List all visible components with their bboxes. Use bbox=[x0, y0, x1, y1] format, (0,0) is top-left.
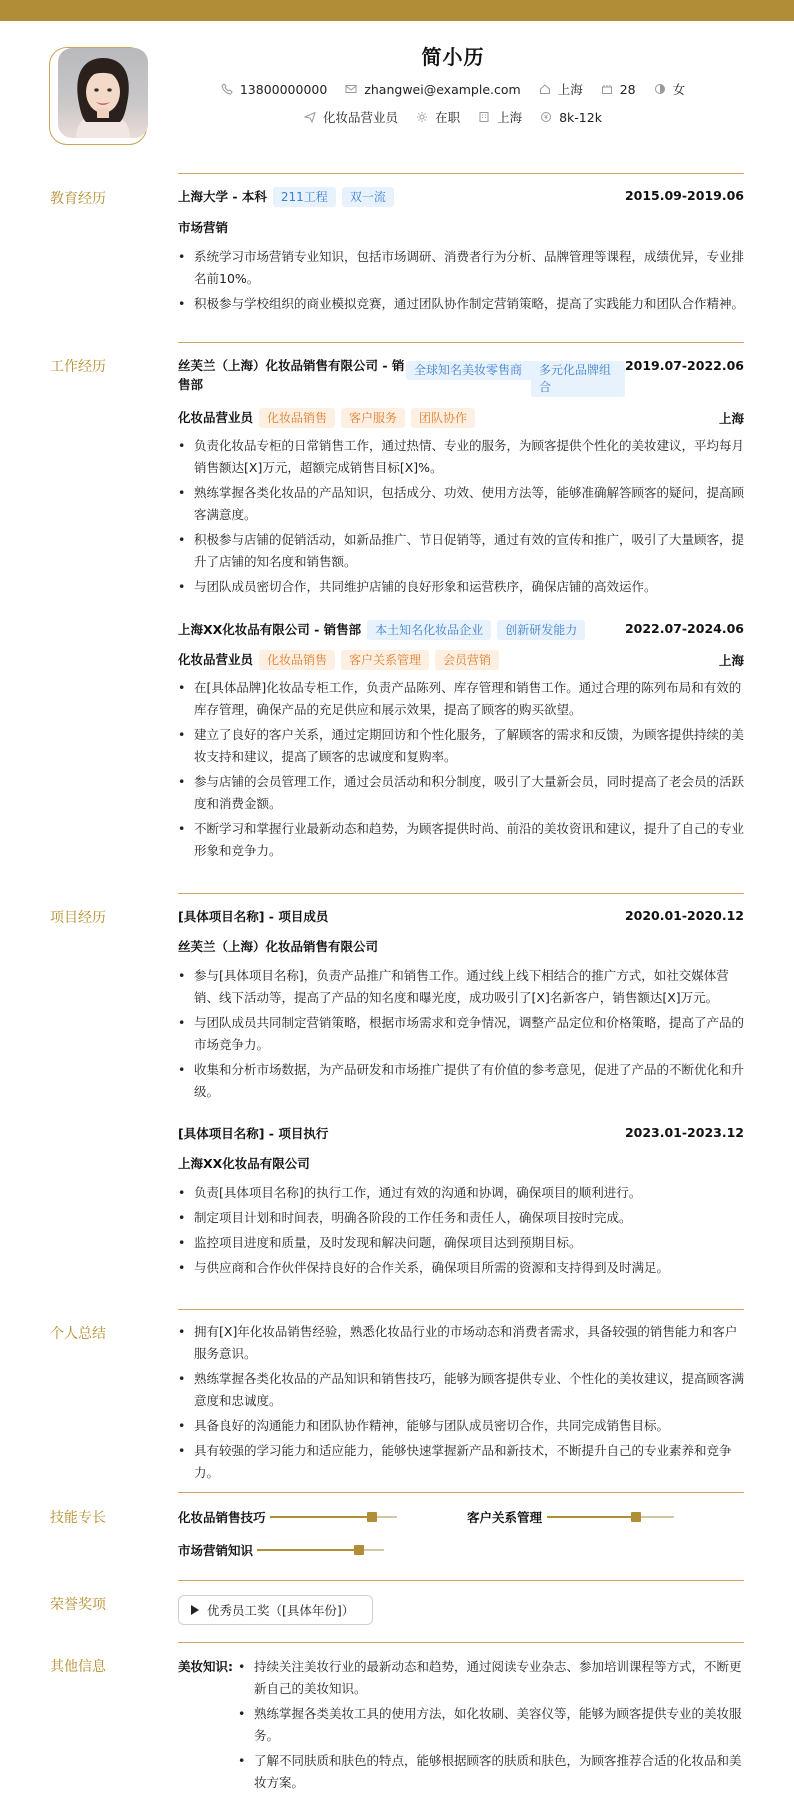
work-location: 上海 bbox=[718, 411, 744, 426]
list-item: • 持续关注美妆行业的最新动态和趋势，通过阅读专业杂志、参加培训课程等方式，不断更新自己的美妆知识。 bbox=[238, 1656, 744, 1700]
coin-icon bbox=[540, 111, 552, 123]
company-tag: 多元化品牌组合 bbox=[531, 361, 625, 397]
section-divider bbox=[178, 173, 744, 174]
role-line bbox=[178, 649, 499, 671]
work-date: 2022.07-2024.06 bbox=[624, 621, 744, 636]
section-title-skills: 技能专长 bbox=[50, 1510, 106, 1526]
company-name bbox=[178, 355, 408, 396]
gender-text: 女 bbox=[672, 82, 686, 97]
major-name: 市场营销 bbox=[178, 220, 229, 235]
company-tag: 本土知名化妆品企业 bbox=[367, 620, 491, 640]
company-line: 丝芙兰（上海）化妆品销售有限公司 - 销 bbox=[178, 358, 405, 373]
skill-tag: 团队协作 bbox=[411, 408, 475, 428]
gear-icon bbox=[416, 111, 428, 123]
email-text: zhangwei@example.com bbox=[364, 81, 521, 97]
list-item: • 监控项目进度和质量，及时发现和解决问题，确保项目达到预期目标。 bbox=[178, 1232, 744, 1254]
skill-fill bbox=[270, 1516, 372, 1518]
job-text: 化妆品营业员 bbox=[323, 110, 399, 125]
list-item: • 参与[具体项目名称]，负责产品推广和销售工作。通过线上线下相结合的推广方式，如社交媒体营销、线下活动等，提高了产品的知名度和曝光度，成功吸引了[X]名新客户，销售额达[X]万元。 bbox=[178, 965, 744, 1009]
project-date: 2020.01-2020.12 bbox=[624, 908, 744, 923]
list-item: • 收集和分析市场数据，为产品研发和市场推广提供了有价值的参考意见，促进了产品的不断优化和升级。 bbox=[178, 1059, 744, 1103]
work-bullets bbox=[178, 435, 744, 601]
phone-icon bbox=[221, 83, 233, 95]
work-bullets bbox=[178, 677, 744, 865]
project-org: 上海XX化妆品有限公司 bbox=[178, 1156, 310, 1171]
age-item bbox=[601, 82, 636, 97]
city-item bbox=[539, 80, 583, 98]
section-title-project: 项目经历 bbox=[50, 910, 106, 926]
project-bullets bbox=[178, 1182, 744, 1282]
project-org: 丝芙兰（上海）化妆品销售有限公司 bbox=[178, 939, 379, 954]
list-item: • 积极参与学校组织的商业模拟竞赛，通过团队协作制定营销策略，提高了实践能力和团队合作精神。 bbox=[178, 293, 744, 315]
company-name bbox=[178, 619, 585, 641]
section-title-summary: 个人总结 bbox=[50, 1326, 106, 1342]
skill-level-knob bbox=[631, 1512, 641, 1522]
status-text: 在职 bbox=[435, 110, 461, 125]
project-date: 2023.01-2023.12 bbox=[624, 1125, 744, 1140]
gender-icon bbox=[654, 83, 666, 95]
home-icon bbox=[539, 83, 551, 95]
company-line: 售部 bbox=[178, 377, 204, 392]
list-item: • 参与店铺的会员管理工作，通过会员活动和积分制度，吸引了大量新会员，同时提高了老会员的活跃度和消费金额。 bbox=[178, 771, 744, 815]
role-line bbox=[178, 407, 475, 429]
school-name bbox=[178, 186, 394, 208]
phone-item bbox=[221, 82, 327, 97]
email-item bbox=[345, 82, 520, 97]
company-text: 上海XX化妆品有限公司 - 销售部 bbox=[178, 622, 362, 637]
intended-city-text: 上海 bbox=[497, 110, 523, 125]
section-title-work: 工作经历 bbox=[50, 359, 106, 375]
list-item: • 与团队成员共同制定营销策略，根据市场需求和竞争情况，调整产品定位和价格策略，提高了产品的市场竞争力。 bbox=[178, 1012, 744, 1056]
mail-icon bbox=[345, 83, 357, 95]
salary-item bbox=[540, 110, 602, 125]
award-text: 优秀员工奖（[具体年份]） bbox=[207, 1603, 355, 1618]
list-item: • 与团队成员密切合作，共同维护店铺的良好形象和运营秩序，确保店铺的高效运作。 bbox=[178, 576, 744, 598]
project-title: [具体项目名称] - 项目执行 bbox=[178, 1126, 329, 1141]
role-text: 化妆品营业员 bbox=[178, 652, 254, 667]
other-bullets bbox=[238, 1656, 744, 1797]
list-item: • 具备良好的沟通能力和团队协作精神，能够与团队成员密切合作，共同完成销售目标。 bbox=[178, 1415, 744, 1437]
list-item: • 积极参与店铺的促销活动，如新品推广、节日促销等，通过有效的宣传和推广，吸引了大量顾客，提升了店铺的知名度和销售额。 bbox=[178, 529, 744, 573]
top-accent-bar bbox=[0, 0, 794, 21]
section-divider bbox=[178, 342, 744, 343]
skill-tag: 客户服务 bbox=[341, 408, 405, 428]
status-item bbox=[416, 108, 460, 126]
work-date: 2019.07-2022.06 bbox=[624, 358, 744, 373]
skill-fill bbox=[547, 1516, 636, 1518]
list-item: • 熟练掌握各类化妆品的产品知识和销售技巧，能够为顾客提供专业、个性化的美妆建议，提高顾客满意度和忠诚度。 bbox=[178, 1368, 744, 1412]
section-divider bbox=[178, 1492, 744, 1493]
section-divider bbox=[178, 1580, 744, 1581]
company-tag: 创新研发能力 bbox=[497, 620, 585, 640]
age-text: 28 bbox=[619, 81, 636, 97]
school-text: 上海大学 - 本科 bbox=[178, 189, 267, 204]
company-tag: 全球知名美妆零售商 bbox=[406, 361, 544, 380]
list-item: • 拥有[X]年化妆品销售经验，熟悉化妆品行业的市场动态和消费者需求，具备较强的销售能力和客户服务意识。 bbox=[178, 1321, 744, 1365]
calendar-icon bbox=[601, 83, 613, 95]
list-item: • 熟练掌握各类美妆工具的使用方法，如化妆刷、美容仪等，能够为顾客提供专业的美妆服务。 bbox=[238, 1703, 744, 1747]
salary-text: 8k-12k bbox=[559, 109, 602, 125]
skill-tag: 会员营销 bbox=[435, 650, 499, 670]
work-location: 上海 bbox=[718, 653, 744, 668]
other-label: 美妆知识: bbox=[178, 1659, 233, 1674]
skill-tag: 化妆品销售 bbox=[259, 650, 335, 670]
gender-item bbox=[654, 80, 686, 98]
list-item: • 制定项目计划和时间表，明确各阶段的工作任务和责任人，确保项目按时完成。 bbox=[178, 1207, 744, 1229]
education-date: 2015.09-2019.06 bbox=[624, 188, 744, 203]
job-item bbox=[304, 108, 398, 126]
skill-level-knob bbox=[354, 1545, 364, 1555]
city-text: 上海 bbox=[557, 82, 583, 97]
project-bullets bbox=[178, 965, 744, 1106]
caret-right-icon bbox=[191, 1605, 199, 1615]
list-item: • 负责[具体项目名称]的执行工作，通过有效的沟通和协调，确保项目的顺利进行。 bbox=[178, 1182, 744, 1204]
skill-tag: 化妆品销售 bbox=[259, 408, 335, 428]
section-divider bbox=[178, 1309, 744, 1310]
school-tag: 双一流 bbox=[342, 187, 394, 207]
list-item: • 负责化妆品专柜的日常销售工作，通过热情、专业的服务，为顾客提供个性化的美妆建议，平均每月销售额达[X]万元，超额完成销售目标[X]%。 bbox=[178, 435, 744, 479]
phone-text: 13800000000 bbox=[239, 81, 328, 97]
skill-name: 客户关系管理 bbox=[467, 1510, 543, 1525]
section-title-education: 教育经历 bbox=[50, 191, 106, 207]
role-text: 化妆品营业员 bbox=[178, 410, 254, 425]
project-title: [具体项目名称] - 项目成员 bbox=[178, 909, 329, 924]
resume-name: 简小历 bbox=[421, 45, 485, 69]
award-toggle[interactable] bbox=[178, 1595, 373, 1625]
education-bullets bbox=[178, 246, 744, 318]
list-item: • 与供应商和合作伙伴保持良好的合作关系，确保项目所需的资源和支持得到及时满足。 bbox=[178, 1257, 744, 1279]
skill-level-knob bbox=[367, 1512, 377, 1522]
summary-bullets bbox=[178, 1321, 744, 1487]
send-icon bbox=[304, 111, 316, 123]
section-divider bbox=[178, 893, 744, 894]
skill-tag: 客户关系管理 bbox=[341, 650, 429, 670]
intended-city-item bbox=[478, 108, 522, 126]
list-item: • 在[具体品牌]化妆品专柜工作，负责产品陈列、库存管理和销售工作。通过合理的陈列布局和有效的库存管理，确保产品的充足供应和展示效果，提高了顾客的购买欲望。 bbox=[178, 677, 744, 721]
skill-fill bbox=[257, 1549, 359, 1551]
section-divider bbox=[178, 1642, 744, 1643]
skill-name: 化妆品销售技巧 bbox=[178, 1510, 266, 1525]
list-item: • 系统学习市场营销专业知识，包括市场调研、消费者行为分析、品牌管理等课程，成绩优异，专业排名前10%。 bbox=[178, 246, 744, 290]
list-item: • 熟练掌握各类化妆品的产品知识，包括成分、功效、使用方法等，能够准确解答顾客的疑问，提高顾客满意度。 bbox=[178, 482, 744, 526]
building-icon bbox=[478, 111, 490, 123]
list-item: • 建立了良好的客户关系，通过定期回访和个性化服务，了解顾客的需求和反馈，为顾客提供持续的美妆支持和建议，提高了顾客的忠诚度和复购率。 bbox=[178, 724, 744, 768]
section-title-honors: 荣誉奖项 bbox=[50, 1597, 106, 1613]
school-tag: 211工程 bbox=[273, 187, 336, 207]
section-title-other: 其他信息 bbox=[50, 1659, 106, 1675]
list-item: • 了解不同肤质和肤色的特点，能够根据顾客的肤质和肤色，为顾客推荐合适的化妆品和美妆方案。 bbox=[238, 1750, 744, 1794]
skill-name: 市场营销知识 bbox=[178, 1543, 254, 1558]
contact-row bbox=[0, 80, 794, 98]
list-item: • 不断学习和掌握行业最新动态和趋势，为顾客提供时尚、前沿的美妆资讯和建议，提升了自己的专业形象和竞争力。 bbox=[178, 818, 744, 862]
job-intent-row bbox=[0, 108, 794, 126]
list-item: • 具有较强的学习能力和适应能力，能够快速掌握新产品和新技术，不断提升自己的专业素养和竞争力。 bbox=[178, 1440, 744, 1484]
